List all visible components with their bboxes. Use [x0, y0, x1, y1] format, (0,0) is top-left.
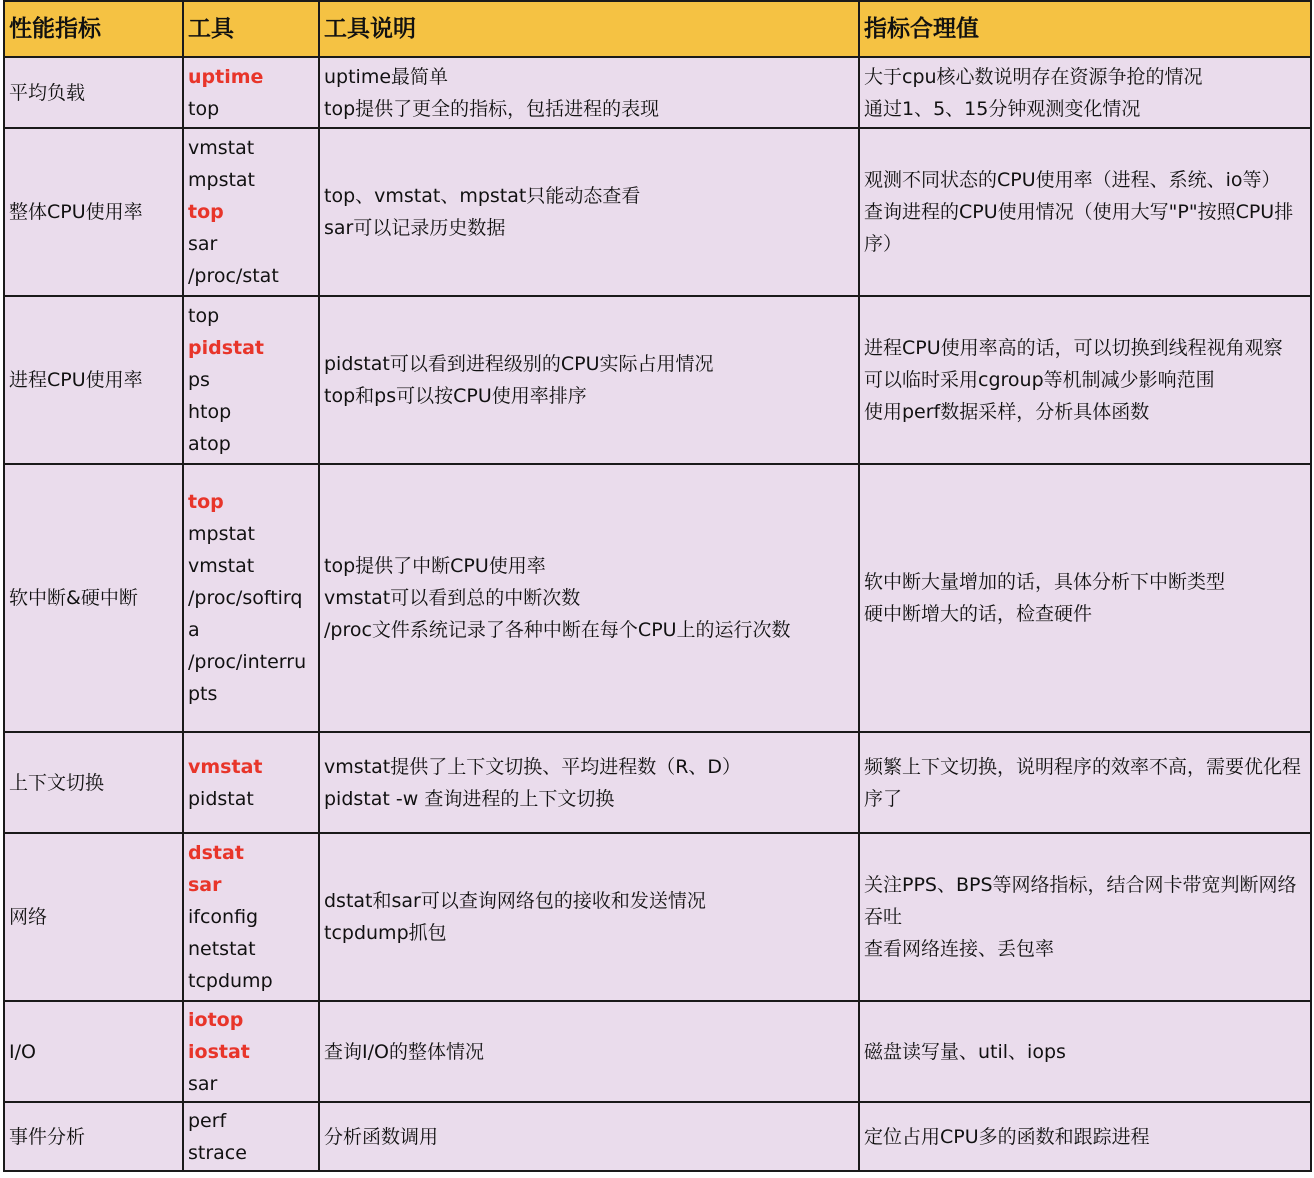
tool-name: strace — [188, 1141, 247, 1164]
table-row — [4, 464, 1311, 732]
tools-cell — [183, 57, 319, 128]
header-row — [4, 1, 1311, 57]
tool-name: htop — [188, 401, 232, 423]
tool-desc-line: vmstat可以看到总的中断次数 — [324, 587, 581, 609]
tool-name: sar — [188, 1072, 218, 1095]
tool-desc-cell — [319, 833, 859, 1001]
table-row — [4, 128, 1311, 296]
performance-metrics-table — [3, 0, 1312, 1172]
tool-desc-line: 查询I/O的整体情况 — [324, 1040, 484, 1063]
tool-desc-cell — [319, 464, 859, 732]
reasonable-line: 使用perf数据采样，分析具体函数 — [864, 401, 1150, 423]
table-row — [4, 1001, 1311, 1102]
metric-cell: 上下文切换 — [4, 732, 183, 833]
tools-cell — [183, 1001, 319, 1102]
tool-name: netstat — [188, 938, 256, 960]
tools-cell — [183, 732, 319, 833]
table-row — [4, 1102, 1311, 1171]
tool-name: sar — [188, 233, 218, 255]
tool-desc-line: top提供了中断CPU使用率 — [324, 555, 546, 577]
table-row — [4, 732, 1311, 833]
reasonable-cell — [859, 57, 1311, 128]
metric-cell: 进程CPU使用率 — [4, 296, 183, 464]
reasonable-cell — [859, 1102, 1311, 1171]
tool-desc-cell — [319, 732, 859, 833]
tool-name: pidstat — [188, 787, 254, 810]
header-reasonable: 指标合理值 — [859, 1, 1311, 57]
reasonable-line: 查看网络连接、丢包率 — [864, 938, 1055, 960]
tool-desc-line: pidstat -w 查询进程的上下文切换 — [324, 787, 615, 810]
tool-name-highlighted: pidstat — [188, 337, 265, 359]
reasonable-line: 定位占用CPU多的函数和跟踪进程 — [864, 1125, 1150, 1148]
tool-desc-line: /proc文件系统记录了各种中断在每个CPU上的运行次数 — [324, 619, 791, 641]
tool-name-highlighted: iotop — [188, 1008, 244, 1031]
header-tools: 工具 — [183, 1, 319, 57]
tool-name: /proc/softirqa — [188, 587, 303, 641]
reasonable-cell — [859, 296, 1311, 464]
tool-desc-line: 分析函数调用 — [324, 1125, 439, 1148]
tool-name: /proc/interrupts — [188, 651, 307, 705]
metric-cell: 事件分析 — [4, 1102, 183, 1171]
tools-cell — [183, 1102, 319, 1171]
tool-name-highlighted: vmstat — [188, 755, 263, 778]
tool-desc-line: sar可以记录历史数据 — [324, 217, 506, 239]
reasonable-line: 大于cpu核心数说明存在资源争抢的情况 — [864, 65, 1203, 88]
tool-name: ps — [188, 369, 210, 391]
reasonable-line: 关注PPS、BPS等网络指标，结合网卡带宽判断网络吞吐 — [864, 874, 1297, 928]
reasonable-line: 通过1、5、15分钟观测变化情况 — [864, 97, 1141, 120]
table-row — [4, 296, 1311, 464]
tool-name: atop — [188, 433, 231, 455]
tool-name-highlighted: iostat — [188, 1040, 250, 1063]
tool-name: perf — [188, 1109, 227, 1132]
reasonable-cell — [859, 128, 1311, 296]
reasonable-cell — [859, 464, 1311, 732]
tool-desc-line: pidstat可以看到进程级别的CPU实际占用情况 — [324, 353, 714, 375]
table-row — [4, 57, 1311, 128]
reasonable-line: 进程CPU使用率高的话，可以切换到线程视角观察 — [864, 337, 1283, 359]
tools-cell — [183, 464, 319, 732]
reasonable-cell — [859, 833, 1311, 1001]
tools-cell — [183, 833, 319, 1001]
reasonable-cell — [859, 732, 1311, 833]
reasonable-line: 可以临时采用cgroup等机制减少影响范围 — [864, 369, 1215, 391]
tool-name: ifconfig — [188, 906, 259, 928]
metric-cell: 整体CPU使用率 — [4, 128, 183, 296]
tool-name-highlighted: uptime — [188, 65, 264, 88]
tool-name-highlighted: top — [188, 491, 224, 513]
tool-desc-cell — [319, 128, 859, 296]
tools-cell — [183, 128, 319, 296]
reasonable-line: 频繁上下文切换，说明程序的效率不高，需要优化程序了 — [864, 755, 1302, 810]
metric-cell: 软中断&硬中断 — [4, 464, 183, 732]
tool-desc-line: top提供了更全的指标，包括进程的表现 — [324, 97, 660, 120]
reasonable-line: 软中断大量增加的话，具体分析下中断类型 — [864, 571, 1226, 593]
tool-name-highlighted: sar — [188, 874, 222, 896]
tool-name-highlighted: top — [188, 201, 224, 223]
tool-name: mpstat — [188, 523, 256, 545]
tool-name: vmstat — [188, 137, 255, 159]
tool-desc-cell — [319, 1001, 859, 1102]
tool-name: mpstat — [188, 169, 256, 191]
table-body — [4, 57, 1311, 1171]
metric-cell: 平均负载 — [4, 57, 183, 128]
tool-desc-line: dstat和sar可以查询网络包的接收和发送情况 — [324, 890, 706, 912]
reasonable-line: 硬中断增大的话，检查硬件 — [864, 603, 1093, 625]
tool-desc-cell — [319, 296, 859, 464]
tool-name: tcpdump — [188, 970, 273, 992]
reasonable-line: 观测不同状态的CPU使用率（进程、系统、io等） — [864, 169, 1281, 191]
tool-name-highlighted: dstat — [188, 842, 244, 864]
tool-desc-cell — [319, 1102, 859, 1171]
tools-cell — [183, 296, 319, 464]
metric-cell: I/O — [4, 1001, 183, 1102]
metric-cell: 网络 — [4, 833, 183, 1001]
tool-desc-line: top、vmstat、mpstat只能动态查看 — [324, 185, 641, 207]
reasonable-line: 磁盘读写量、util、iops — [864, 1040, 1066, 1063]
tool-desc-line: tcpdump抓包 — [324, 922, 447, 944]
reasonable-line: 查询进程的CPU使用情况（使用大写"P"按照CPU排序） — [864, 201, 1294, 255]
table-row — [4, 833, 1311, 1001]
tool-name: vmstat — [188, 555, 255, 577]
header-metric: 性能指标 — [4, 1, 183, 57]
tool-desc-line: uptime最简单 — [324, 65, 449, 88]
tool-name: top — [188, 305, 220, 327]
tool-name: top — [188, 97, 220, 120]
tool-desc-line: top和ps可以按CPU使用率排序 — [324, 385, 587, 407]
tool-desc-line: vmstat提供了上下文切换、平均进程数（R、D） — [324, 755, 742, 778]
tool-desc-cell — [319, 57, 859, 128]
tool-name: /proc/stat — [188, 265, 279, 287]
reasonable-cell — [859, 1001, 1311, 1102]
header-tool-desc: 工具说明 — [319, 1, 859, 57]
